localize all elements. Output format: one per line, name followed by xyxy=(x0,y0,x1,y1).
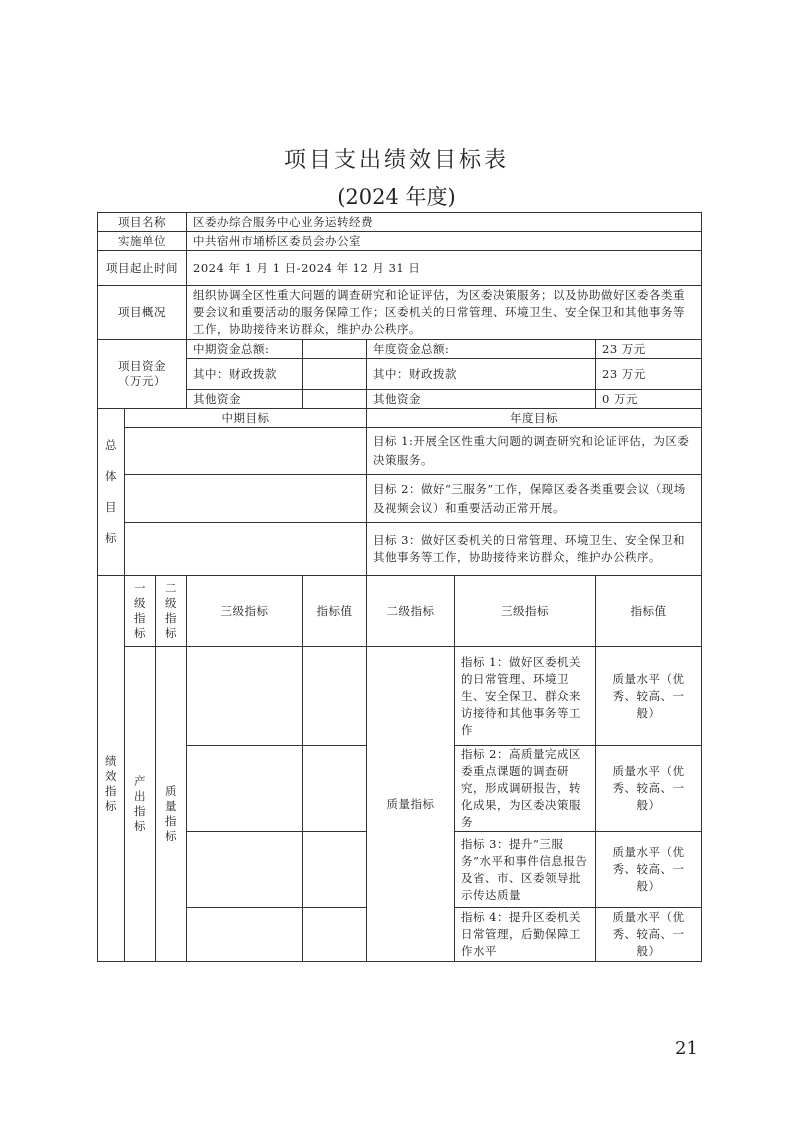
value-empty-cell xyxy=(302,831,367,908)
unit-label: 实施单位 xyxy=(97,231,187,251)
annual-goal-header: 年度目标 xyxy=(366,408,702,428)
period-value: 2024 年 1 月 1 日-2024 年 12 月 31 日 xyxy=(186,250,702,286)
document-subtitle: (2024 年度) xyxy=(337,185,456,209)
value-empty-cell xyxy=(302,745,367,832)
level1-char: 出 xyxy=(134,789,146,803)
level1-char: 指 xyxy=(134,804,146,818)
level2-char: 标 xyxy=(165,829,177,843)
annual-goal-2: 目标 2：做好“三服务”工作，保障区委各类重要会议（现场及视频会议）和重要活动正常开展。 xyxy=(366,474,702,523)
overview-value: 组织协调全区性重大问题的调查研究和论证评估，为区委决策服务；以及协助做好区委各类重要会议和重要活动的服务保障工作；区委机关的日常管理、环境卫生、安全保卫和其他事务等工作，协助接待来访群众，维护办公秩序。 xyxy=(186,285,702,340)
performance-indicators-char: 指 xyxy=(105,783,117,798)
funds-annual-value: 23 万元 xyxy=(595,358,702,390)
indicator-2-value: 质量水平（优秀、较高、一般） xyxy=(595,745,702,832)
level3-empty-cell xyxy=(186,646,303,746)
funds-label: 项目资金（万元） xyxy=(97,339,187,409)
value-right-header: 指标值 xyxy=(595,575,702,647)
annual-goal-1: 目标 1:开展全区性重大问题的调查研究和论证评估，为区委决策服务。 xyxy=(366,427,702,475)
level2-header-char: 标 xyxy=(165,626,177,640)
indicator-4-value: 质量水平（优秀、较高、一般） xyxy=(595,907,702,962)
indicator-3-value: 质量水平（优秀、较高、一般） xyxy=(595,831,702,908)
level2-header-char: 二 xyxy=(165,581,177,595)
value-empty-cell xyxy=(302,907,367,962)
funds-mid-value xyxy=(302,358,367,390)
level2-header xyxy=(155,575,187,647)
funds-mid-label: 其中：财政拨款 xyxy=(186,358,303,390)
level2-right-header: 二级指标 xyxy=(366,575,455,647)
indicator-4: 指标 4：提升区委机关日常管理，后勤保障工作水平 xyxy=(454,907,596,962)
funds-mid-label: 中期资金总额: xyxy=(186,339,303,359)
level3-empty-cell xyxy=(186,745,303,832)
funds-mid-value xyxy=(302,389,367,409)
document-title: 项目支出绩效目标表 xyxy=(283,148,509,173)
level3-header: 三级指标 xyxy=(186,575,303,647)
level2-header-char: 级 xyxy=(165,596,177,610)
indicator-3: 指标 3：提升“三服务”水平和事件信息报告及省、市、区委领导批示传达质量 xyxy=(454,831,596,908)
level3-empty-cell xyxy=(186,907,303,962)
level1-char: 标 xyxy=(134,819,146,833)
mid-goal-cell xyxy=(124,522,367,576)
funds-annual-value: 23 万元 xyxy=(595,339,702,359)
level2-quality-indicator xyxy=(155,646,187,962)
performance-indicators-char: 绩 xyxy=(105,753,117,768)
overall-goals-char: 体 xyxy=(105,469,117,483)
funds-annual-value: 0 万元 xyxy=(595,389,702,409)
funds-annual-label: 其中：财政拨款 xyxy=(366,358,596,390)
performance-indicators-char: 效 xyxy=(105,768,117,783)
unit-value: 中共宿州市埇桥区委员会办公室 xyxy=(186,231,702,251)
overall-goals-char: 标 xyxy=(105,531,117,545)
mid-goal-cell xyxy=(124,474,367,523)
page-number: 21 xyxy=(675,1038,698,1059)
funds-mid-label: 其他资金 xyxy=(186,389,303,409)
level1-header-char: 级 xyxy=(134,596,146,610)
funds-annual-label: 年度资金总额: xyxy=(366,339,596,359)
period-label: 项目起止时间 xyxy=(97,250,187,286)
level1-header-char: 指 xyxy=(134,611,146,625)
level2-right-quality: 质量指标 xyxy=(366,646,455,962)
overall-goals-label xyxy=(97,408,125,576)
mid-goal-cell xyxy=(124,427,367,475)
value-empty-cell xyxy=(302,646,367,746)
performance-indicators-label xyxy=(97,575,125,962)
value-header: 指标值 xyxy=(302,575,367,647)
mid-goal-header: 中期目标 xyxy=(124,408,367,428)
level1-header-char: 标 xyxy=(134,626,146,640)
overview-label: 项目概况 xyxy=(97,285,187,340)
level3-empty-cell xyxy=(186,831,303,908)
indicator-1-value: 质量水平（优秀、较高、一般） xyxy=(595,646,702,746)
level2-char: 质 xyxy=(165,784,177,798)
level2-char: 指 xyxy=(165,814,177,828)
funds-mid-value xyxy=(302,339,367,359)
level1-char: 产 xyxy=(134,774,146,788)
level3-right-header: 三级指标 xyxy=(454,575,596,647)
project-name-label: 项目名称 xyxy=(97,212,187,232)
overall-goals-char: 目 xyxy=(105,500,117,514)
performance-indicators-char: 标 xyxy=(105,798,117,813)
overall-goals-char: 总 xyxy=(105,438,117,452)
funds-annual-label: 其他资金 xyxy=(366,389,596,409)
indicator-2: 指标 2：高质量完成区委重点课题的调查研究，形成调研报告，转化成果，为区委决策服务 xyxy=(454,745,596,832)
indicator-1: 指标 1：做好区委机关的日常管理、环境卫生、安全保卫、群众来访接待和其他事务等工作 xyxy=(454,646,596,746)
level2-header-char: 指 xyxy=(165,611,177,625)
level1-header-char: 一 xyxy=(134,581,146,595)
annual-goal-3: 目标 3：做好区委机关的日常管理、环境卫生、安全保卫和其他事务等工作，协助接待来访群众，维护办公秩序。 xyxy=(366,522,702,576)
level2-char: 量 xyxy=(165,799,177,813)
level1-header xyxy=(124,575,156,647)
level1-output-indicator xyxy=(124,646,156,962)
project-name-value: 区委办综合服务中心业务运转经费 xyxy=(186,212,702,232)
